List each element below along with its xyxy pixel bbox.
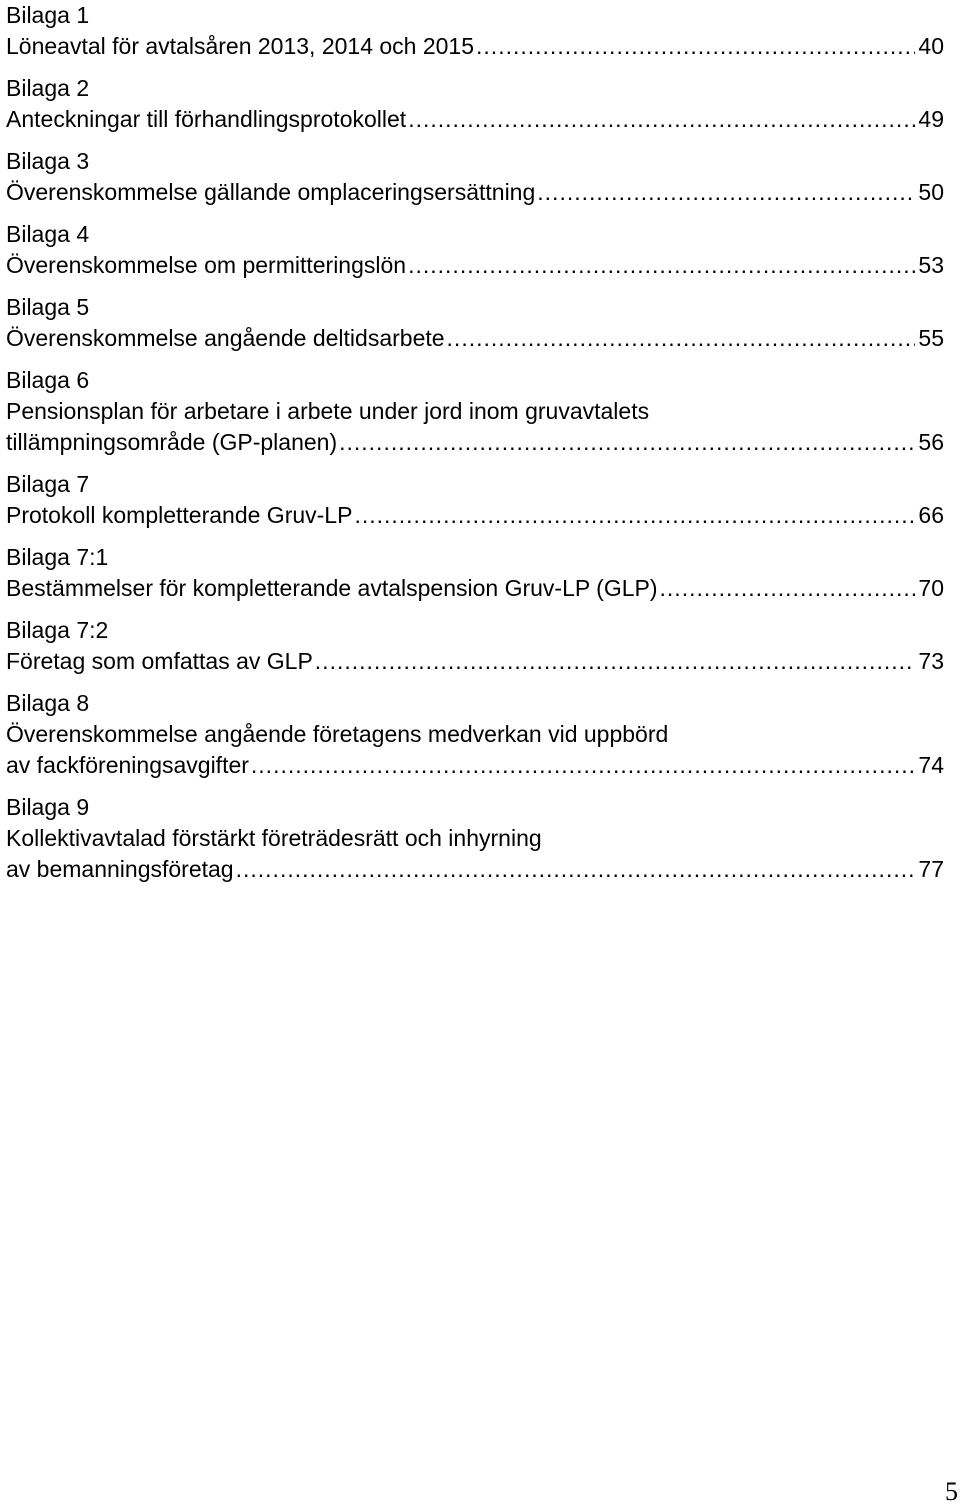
toc-entry-page: 66: [918, 502, 944, 528]
dot-leader: [447, 323, 916, 354]
toc-entry-page: 56: [918, 429, 944, 455]
toc-entry-page: 73: [918, 648, 944, 674]
toc-entry-label: Bilaga 8: [6, 690, 90, 716]
toc-entry-title: Överenskommelse angående deltidsarbete: [6, 325, 445, 351]
toc-entry-title: tillämpningsområde (GP-planen): [6, 429, 338, 455]
toc-entry-page: 53: [918, 252, 944, 278]
table-of-contents: [6, 0, 944, 896]
dot-leader: [537, 177, 915, 208]
toc-entry: [6, 688, 944, 781]
dot-leader: [476, 31, 915, 62]
toc-entry: [6, 542, 944, 604]
toc-entry-page: 49: [918, 106, 944, 132]
toc-entry-title: Företag som omfattas av GLP: [6, 648, 313, 674]
toc-entry: [6, 469, 944, 531]
toc-entry-title: Bestämmelser för kompletterande avtalspension Gruv-LP (GLP): [6, 575, 658, 601]
toc-entry-label: Bilaga 7:2: [6, 617, 109, 643]
toc-entry-title: Anteckningar till förhandlingsprotokollet: [6, 106, 407, 132]
toc-entry-page: 70: [918, 575, 944, 601]
page-number: 5: [945, 1477, 958, 1506]
toc-entry: [6, 792, 944, 885]
toc-entry-page: 50: [918, 179, 944, 205]
toc-entry-label: Bilaga 2: [6, 75, 90, 101]
toc-entry-page: 55: [918, 325, 944, 351]
toc-entry-title: Protokoll kompletterande Gruv-LP: [6, 502, 353, 528]
toc-entry-title: Överenskommelse om permitteringslön: [6, 252, 407, 278]
dot-leader: [315, 646, 916, 677]
dot-leader: [236, 854, 916, 885]
toc-entry: [6, 73, 944, 135]
toc-entry-label: Bilaga 4: [6, 221, 90, 247]
toc-entry-label: Bilaga 9: [6, 794, 90, 820]
toc-entry-label: Bilaga 5: [6, 294, 90, 320]
toc-entry: [6, 219, 944, 281]
dot-leader: [408, 104, 915, 135]
toc-entry-link[interactable]: [6, 750, 944, 781]
toc-entry-page: 74: [918, 752, 944, 778]
toc-entry-label: Bilaga 3: [6, 148, 90, 174]
toc-entry-title: Överenskommelse gällande omplaceringsersättning: [6, 179, 536, 205]
dot-leader: [408, 250, 915, 281]
toc-entry-title-line: Pensionsplan för arbetare i arbete under jord inom gruvavtalets: [6, 398, 650, 424]
dot-leader: [339, 427, 915, 458]
toc-entry-page: 40: [918, 33, 944, 59]
toc-entry-page: 77: [918, 856, 944, 882]
toc-entry-link[interactable]: [6, 500, 944, 531]
toc-entry-title: av fackföreningsavgifter: [6, 752, 249, 778]
toc-entry: [6, 365, 944, 458]
toc-entry-link[interactable]: [6, 323, 944, 354]
dot-leader: [354, 500, 915, 531]
dot-leader: [660, 573, 916, 604]
toc-entry-link[interactable]: [6, 854, 944, 885]
toc-entry: [6, 292, 944, 354]
toc-entry-link[interactable]: [6, 427, 944, 458]
toc-entry-link[interactable]: [6, 104, 944, 135]
toc-entry-link[interactable]: [6, 177, 944, 208]
toc-entry-title-line: Överenskommelse angående företagens medverkan vid uppbörd: [6, 721, 669, 747]
toc-entry: [6, 615, 944, 677]
toc-entry-title: av bemanningsföretag: [6, 856, 234, 882]
toc-entry-link[interactable]: [6, 250, 944, 281]
dot-leader: [251, 750, 916, 781]
toc-entry-link[interactable]: [6, 573, 944, 604]
toc-entry-title-line: Kollektivavtalad förstärkt företrädesrätt och inhyrning: [6, 825, 542, 851]
toc-entry-label: Bilaga 6: [6, 367, 90, 393]
toc-entry-title: Löneavtal för avtalsåren 2013, 2014 och 2015: [6, 33, 475, 59]
toc-entry: [6, 146, 944, 208]
toc-entry-link[interactable]: [6, 646, 944, 677]
toc-entry-label: Bilaga 1: [6, 2, 90, 28]
toc-entry-label: Bilaga 7: [6, 471, 90, 497]
toc-entry: [6, 0, 944, 62]
toc-entry-link[interactable]: [6, 31, 944, 62]
toc-entry-label: Bilaga 7:1: [6, 544, 109, 570]
